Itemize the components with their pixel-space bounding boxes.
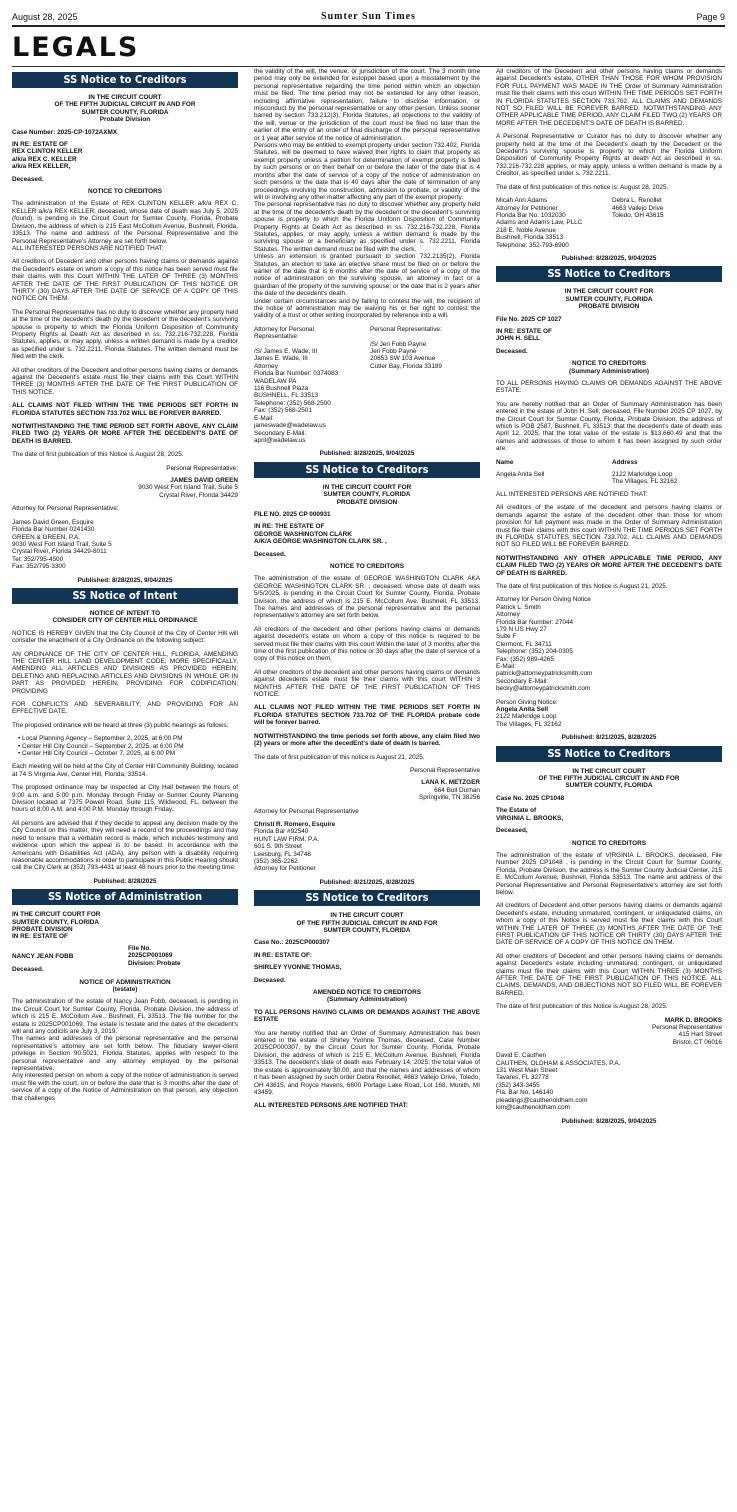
case-number: Case No.: 2025CP000307 [254, 939, 330, 947]
notice-banner: SS Notice to Creditors [12, 72, 238, 88]
court-heading: IN THE CIRCUIT COURT FOR SUMTER COUNTY, FLORIDA PROBATE DIVISION IN RE: ESTATE OF [12, 911, 101, 941]
court-heading: IN THE CIRCUIT COURT OF THE FIFTH JUDICIAL CIRCUIT IN AND FOR SUMTER COUNTY, FLORIDA [538, 767, 680, 790]
notice-paragraph: You are hereby notified that an Order of Summary Administration has been entered in the estate of John H. Sell, deceased, File Number 2025 CP 1027, by the Circuit Court for Sumter County, Florida, Probate Division, the address of which is POB 2587, Bushnell, FL 33513; that the decedent's date of death was April 12, 2025; that the total value of the estate is $13,660.49 and that the names and addresses of those to whom it has been assigned by such order are: [496, 400, 722, 453]
notice-banner: SS Notice to Creditors [254, 890, 480, 906]
estate-name: The Estate of VIRGINIA L. BROOKS, [496, 807, 564, 822]
notice-heading: NOTICE TO CREDITORS [572, 839, 646, 847]
issue-date: August 28, 2025 [12, 12, 78, 22]
notice-paragraph: The administration of the estate of VIRGINIA L. BROOKS, deceased, File Number 2025 CP1048 , is pending in the Circuit Court for Sumter County, Florida, Probate Division, the address is the Sumter County Judicial Center, 215 E. McCollum Avenue, Bushnell, Florida 33513. The name and address of the Personal Representative and Personal Representative's attorney are set forth below. [496, 851, 722, 896]
newspaper-name: Sumter Sun Times [321, 11, 416, 22]
notice-paragraph: NOTWITHSTANDING ANY OTHER APPLICABLE TIME PERIOD, ANY CLAIM FILED TWO (2) YEARS OR MORE AFTER THE DECEDENT'S DATE OF DEATH IS BARRED. [496, 554, 722, 577]
notice-paragraph: NOTICE IS HEREBY GIVEN that the City Council of the City of Center Hill will consider the enactment of a City Ordinance on the following subject: [12, 629, 238, 645]
notice-continuation: the validity of the will, the venue, or jurisdiction of the court. The 3 month time period may only be extended for estoppel based upon a misstatement by the personal representative regarding the time period within which an objection must be filed. The time period may not be extended for any other reason, including affirmative representation, failure to disclose information, or misconduct by the personal representative or any other person. Unless sooner barred by section 733.212(3), Florida Statutes, all objections to the validity of the will, venue or the jurisdiction of the court must be filed no later than the earlier of the entry of an order of final discharge of the personal representative or 1 year after service of the notice of administration. Persons who may be entitled to exempt property under section 732.402, Florida Statutes, will be deemed to have waived their rights to claim that property as exempt property unless a petition for determination of exempt property is filed by such persons or on their behalf on or before the later of the date that is 4 months after the date of service of a copy of the notice of administration on such persons or the date that is 40 days after the date of termination of any proceedings involving the construction, admission to probate, or validity of the will or involving any other matter affecting any part of the exempt property. The personal representative has no duty to discover whether any property held at the time of the decedent's death by the decedent or the decedent's surviving spouse is property to which the Florida Uniform Disposition of Community Property Rights at Death Act as described in ss. 732.216-732.228, Florida Statutes, applies, or may apply, unless a written demand is made by the surviving spouse or a beneficiary as specified under s. 732.2211, Florida Statutes. The written demand must be filed with the clerk. Unless an extension is granted pursuant to section 732.2135(2), Florida Statutes, an election to take an elective share must be filed on or before the earlier of the date that is 6 months after the date of service of a copy of the notice of administration on the surviving spouse, an attorney in fact or a guardian of the property of the surviving spouse; or the date that is 2 years after the date of the decedent's death. Under certain circumstances and by failing to contest the will, the recipient of the notice of administration may be waiving his or her right to contest the validity of a trust or other writing incorporated by reference into a will. [254, 68, 480, 320]
notice-paragraph: Each meeting will be held at the City of Center Hill Community Building, located at 74 S Virginia Ave, Center Hill, Florida, 33514. [12, 763, 238, 778]
pr-label: Personal Representative: [166, 464, 238, 472]
notice-paragraph: All creditors of Decedent and other persons having claims or demands against the Decedent's estate on whom a copy of this notice has been served must file their claims with this Court WITHIN THE LATER OF THREE (3) MONTHS AFTER THE DATE OF THE FIRST PUBLICATION OF THIS NOTICE OR THIRTY (30) DAYS AFTER THE DATE OF SERVICE OF A COPY OF THIS NOTICE ON THEM. [12, 258, 238, 303]
notice-paragraph: The date of first publication of this notice is August 21, 2025. [254, 753, 425, 761]
notice-heading: AMENDED NOTICE TO CREDITORS (Summary Administration) [312, 989, 422, 1004]
attorney-label: Attorney for Personal Representative [254, 807, 359, 815]
notice-paragraph: The administration of the Estate of REX CLINTON KELLER a/k/a REX C. KELLER a/k/a REX KELLER, deceased, whose date of death was July 5, 2025 (found), is pending in the Circuit Court for Sumter County, Florida, Probate Division, the address of which is 215 East McCollum Avenue, Bushnell, Florida, 33513. The name and address of the Personal Representative and the Personal Representative's Attorney are set forth below. ALL INTERESTED PERSONS ARE NOTIFIED THAT: [12, 200, 238, 252]
attorney-label: Attorney for Personal Representative: [12, 505, 119, 513]
deceased-label: Deceased. [254, 976, 286, 984]
estate-name: SHIRLEY YVONNE THOMAS, [254, 964, 342, 972]
estate-name: IN RE: ESTATE OF JOHN H. SELL [496, 327, 552, 343]
giver-name: Angela Anita Sell [496, 706, 548, 714]
notice-paragraph: All other creditors of the decedent and other persons having claims or demands against decedents estate must file their claims with this court WITHIN 3 MONTHS AFTER THE DATE OF THE FIRST PUBLICATION OF THIS NOTICE. [254, 668, 480, 699]
deceased-label: Deceased. [12, 175, 44, 183]
notice-paragraph: All other creditors of the Decedent and other persons having claims or demands against the Decedent's estate must file their claims with this Court WITHIN THREE (3) MONTHS AFTER THE DATE OF THE FIRST PUBLICATION OF THIS NOTICE. [12, 366, 238, 396]
pr-address: 9030 West Fort Island Trail, Suite 5 Crystal River, Florida 34429 [138, 484, 238, 499]
notice-paragraph: The date of first publication of this Notice is August 28, 2025. [12, 451, 184, 459]
court-heading: IN THE CIRCUIT COURT OF THE FIFTH JUDICIAL CIRCUIT IN AND FOR SUMTER COUNTY, FLORIDA [296, 912, 438, 934]
giver-address: 2122 Markridge Loop The Villages, FL 32162 [496, 713, 562, 728]
notice-continuation: A Personal Representative or Curator has no duty to discover whether any property held at the time of the Decedent's death by the Decedent or the Decedent's surviving spouse is property to which the Florida Uniform Disposition of Community Property Rights at death Act as described in ss. 732.216-732.228 applies, or may apply, unless a written demand is made by a Creditor, as specified under s. 732.2211. [496, 133, 722, 178]
notice-paragraph: The proposed ordinance may be inspected at City Hall between the hours of 9:00 a.m. and 5:00 p.m. Monday through Friday or Sumter County Planning Division located at 7375 Powell Road, Suite 115, Wildwood, FL, between the hours of 8:00 A.M. and 4:00 P.M. Monday through Friday. [12, 784, 238, 814]
column-2 [254, 68, 480, 1116]
deceased-label: Deceased, [496, 827, 528, 835]
publication-dates: Published: 8/28/2025, 9/04/2025 [561, 254, 657, 262]
notice-banner: SS Notice to Creditors [496, 746, 722, 762]
publication-dates: Published: 8/21/2025, 8/28/2025 [561, 734, 657, 742]
hearing-list [12, 735, 238, 757]
notice-paragraph: The date of first publication of this Notice is August 21, 2025. [496, 582, 668, 590]
notice-paragraph: All persons are advised that if they decide to appeal any decision made by the City Council on this matter, they will need a record of the proceedings and may need to ensure that a verbatim record is made, which includes testimony and evidence upon which the appeal is to be based. In accordance with the Americans with Disabilities Act (ADA), any person with a disability requiring reasonable accommodations in order to participate in this Public Hearing should call the City Clerk at (352) 793-4431 at least 48 hours prior to the meeting time. [12, 819, 238, 872]
notice-paragraph: TO ALL PERSONS HAVING CLAIMS OR DEMANDS AGAINST THE ABOVE ESTATE: [496, 380, 722, 395]
notice-paragraph: The proposed ordinance will be heard at three (3) public hearings as follows: [12, 721, 229, 729]
attorney-block: Attorney for Person Giving Notice Patrick L. Smith Attorney Florida Bar Number: 27044 179 N US Hwy 27 Suite F Clermont, FL 34711 Telephone: (352) 204-0305 Fax: (352) 989-4265 E-Mail: patrick@attorneypatricksmith.com Secondary E-Mail: becky@attorneypatricksmith.com [496, 596, 593, 693]
notice-banner: SS Notice of Administration [12, 889, 238, 905]
notice-paragraph: TO ALL PERSONS HAVING CLAIMS OR DEMANDS AGAINST THE ABOVE ESTATE [254, 1008, 480, 1024]
case-number: Case Number: 2025-CP-1072AXMX [12, 128, 118, 136]
file-number: FILE NO. 2025 CP 000931 [254, 510, 331, 518]
column-1 [12, 68, 238, 1108]
notice-paragraph: The administration of the estate of GEORGE WASHINGTON CLARK AKA GEORGE WASHINGTON CLARK SR. , deceased, whose date of death was 5/5/2025, is pending in the Circuit Court for Sumter County, Florida, Probate Division, the address of which is 215 E. McCollum Ave, Bushnell, FL 33513. The names and addresses of the personal representative and the personal representative's attorney are set forth below. [254, 575, 480, 620]
pr-name: JAMES DAVID GREEN [170, 477, 238, 485]
publication-dates: Published: 8/28/2025 [93, 877, 157, 885]
attorney-name: Christi R. Romero, Esquire [254, 820, 336, 828]
court-heading: IN THE CIRCUIT COURT OF THE FIFTH JUDICIAL CIRCUIT IN AND FOR SUMTER COUNTY, FLORIDA Probate Division [54, 94, 196, 124]
notice-paragraph: The date of first publication of this Notice is August 28, 2025. [496, 1003, 668, 1011]
notice-paragraph: The administration of the estate of Nancy Jean Fobb, deceased, is pending in the Circuit Court for Sumter County, Florida, Probate Division, the address of which is 215 E. McCollum Ave., Bushnell, FL 33513. The file number for the estate is 2025CP001069. The estate is testate and the dates of the decedent's will and any codicils are July 3, 2019. The names and addresses of the personal representative and the personal representative's attorney are set forth below. The fiduciary lawyer-client privilege in Section 90.5021, Florida Statutes, applies with respect to the personal representative and any attorney employed by the personal representative. Any interested person on whom a copy of the notice of administration is served must file with the court, on or before the date that is 3 months after the date of service of a copy of the Notice of Administration on that person, any objection that challenges [12, 998, 238, 1102]
pr-name: MARK D. BROOKS [664, 1016, 722, 1024]
attorney-block: David E. Cauthen CAUTHEN, OLDHAM & ASSOCIATES, P.A. 131 West Main Street Tavares, FL 32778 (352) 343-3455 Fla. Bar No. 146140 pleadings@cauthenoldham.com kim@cauthenoldham.com [496, 1052, 621, 1112]
notice-continuation: The date of first publication of this notice is: August 28, 2025. [496, 183, 669, 191]
table-header-address: Address [612, 458, 638, 466]
notice-banner: SS Notice of Intent [12, 588, 238, 604]
notice-paragraph: All creditors of the estate of the decedent and persons having claims or demands against the estate of the decedent other than those for whom provision for full payment was made in the Order of Summary Administration must file their claims with this court WITHIN THE TIME PERIODS SET FORTH IN FLORIDA STATUTES SECTION 733.702. ALL CLAIMS AND DEMANDS NOT SO FILED WILL BE FOREVER BARRED. [496, 504, 722, 549]
pr-address: 664 Bull Durhan Springville, TN 38256 [419, 786, 480, 802]
table-row [496, 471, 722, 486]
notice-paragraph: NOTWITHSTANDING the time periods set forth above, any claim filed two (2) years or more after the decedEnt's date of death is barred. [254, 732, 480, 748]
notice-banner: SS Notice to Creditors [254, 462, 480, 478]
pr-address: Personal Representative 415 Hart Street Bristol, CT 06016 [652, 1024, 722, 1046]
section-title: LEGALS [12, 32, 140, 63]
notice-paragraph: ALL CLAIMS NOT FILED WITHIN THE TIME PERIODS SET FORTH IN FLORIDA STATUTES SECTION 733.702 WILL BE FOREVER BARRED. [12, 402, 238, 417]
table-cell-address: 2122 Markridge Loop The Villages, FL 32162 [612, 471, 678, 486]
case-number: Case No. 2025 CP1048 [496, 794, 565, 802]
notice-paragraph: All creditors of Decedent and other persons having claims or demands against Decedent's estate, including unmatured, contingent, or unliquidated claims, on whom a copy of this Notice is served must file their claims with this Court WITHIN THE LATER OF THREE (3) MONTHS AFTER THE DATE OF THE FIRST PUBLICATION OF THIS NOTICE OR THIRTY (30) DAYS AFTER THE DATE OF SERVICE OF A COPY OF THIS NOTICE ON THEM. [496, 902, 722, 947]
hearing-item: • Center Hill City Council – October 7, 2025, at 6:00 PM [18, 750, 238, 757]
beneficiary-table [496, 459, 722, 466]
notice-paragraph: ALL CLAIMS NOT FILED WITHIN THE TIME PERIODS SET FORTH IN FLORIDA STATUTES SECTION 733.702 OF THE FLORIDA probate code will be forever barred. [254, 704, 480, 727]
deceased-label: Deceased. [254, 550, 286, 558]
notice-heading: NOTICE OF ADMINISTRATION (testate) [79, 978, 171, 993]
notice-banner: SS Notice to Creditors [496, 266, 722, 282]
court-heading: IN THE CIRCUIT COURT FOR SUMTER COUNTY, FLORIDA PROBATE DIVISION [322, 483, 412, 506]
notice-heading: NOTICE TO CREDITORS [88, 188, 162, 196]
division-label: Division: Probate [128, 960, 181, 968]
notice-heading: NOTICE TO CREDITORS [330, 562, 404, 570]
giver-label: Person Giving Notice: [496, 698, 558, 706]
notice-paragraph: ALL INTERESTED PERSONS ARE NOTIFIED THAT: [496, 490, 648, 498]
section-rule [12, 66, 725, 67]
estate-name: IN RE: ESTATE OF REX CLINTON KELLER a/k/a REX C. KELLER a/k/a REX KELLER, [12, 141, 83, 171]
publication-dates: Published: 8/21/2025, 8/28/2025 [319, 878, 415, 886]
estate-name: IN RE: THE ESTATE OF GEORGE WASHINGTON CLARK A/K/A GEORGE WASHINGTON CLARK SR. , [254, 523, 387, 546]
file-number: File No. 2025CP001069 [128, 944, 173, 960]
notice-paragraph: FOR CONFLICTS AND SEVERABILITY; AND PROVIDING FOR AN EFFECTIVE DATE. [12, 701, 238, 716]
attorney-signature: Attorney for Personal Representative: /S/ James E. Wade, III James E. Wade, III Attorney Florida Bar Number: 0374083 WADELAW PA 116 Bushnell Plaza BUSHNELL, FL 33513 Telephone: (352) 568-2500 Fax: (352) 568-2501 E-Mail: jameswade@wadelaw.us Secondary E-Mail: april@wadelaw.us [254, 325, 339, 444]
notice-continuation: All creditors of the Decedent and other persons having claims or demands against Decedent's estate, OTHER THAN THOSE FOR WHOM PROVISION FOR FULL PAYMENT WAS MADE IN THE Order of Summary Administration must file their claims with this court WITHIN THE TIME PERIODS SET FORTH IN FLORIDA STATUTES SECTION 733.702. ALL CLAIMS AND DEMANDS NOT SO FILED WILL BE FOREVER BARRED. NOTWITHSTANDING ANY OTHER APPLICABLE TIME PERIOD, ANY CLAIM FILED TWO (2) YEARS OR MORE AFTER THE DECEDENT'S DATE OF DEATH IS BARRED. [496, 68, 722, 127]
pr-signature: Debra L. Renollet 4663 Vallejo Drive Toledo, OH 43615 [612, 197, 664, 219]
notice-heading: NOTICE OF INTENT TO CONSIDER CITY OF CENTER HILL ORDINANCE [52, 609, 198, 625]
notice-paragraph: All creditors of the decedent and other persons having claims or demands against decedent's estate on whom a copy of this notice is required to be served must file their claims with this court Within the later of 3 months after the time of the first publication of this notice or 30 days after the date of service of a copy of this notice on them. [254, 625, 480, 663]
hearing-item: • Local Planning Agency – September 2, 2025, at 6:00 PM [18, 735, 238, 742]
notice-paragraph: All other creditors of Decedent and other persons having claims or demands against Decedent's estate including unmatured, contingent, or unliquidated claims must file their claims with this Court WITHIN THREE (3) MONTHS AFTER THE DATE OF THE FIRST PUBLICATION OF THIS NOTICE. ALL CLAIMS, DEMANDS, AND OBJECTIONS NOT SO FILED WILL BE FOREVER BARRED. [496, 952, 722, 997]
publication-dates: Published: 8/28/2025, 9/04/2025 [77, 576, 173, 584]
notice-paragraph: You are hereby notified that an Order of Summary Administration has been entered in the estate of Shirley Yvonne Thomas, deceased, Case Number 2025CP000307, by the Circuit Court for Sumter County, Florida, Probate Division, the address of which is 215 E. McCollum Avenue, Bushnell, Florida 33513. The decedent's date of death was February 14, 2025; the total value of the estate is approximately $0.00, and that the names and addresses of whom it has been assigned by such order Debra Renollet, 4663 Vallejo Drive, Toledo, OH 43615, and Royce Havens, 6600 Portage Lake Road, Lot 168, Munith, MI 43459. [254, 1029, 480, 1096]
notice-paragraph: ALL INTERESTED PERSONS ARE NOTIFIED THAT: [254, 1102, 408, 1110]
deceased-label: Deceased. [496, 347, 528, 355]
table-header-name: Name [496, 458, 514, 466]
hearing-item: • Center Hill City Council – September 2, 2025, at 6:00 PM [18, 743, 238, 750]
column-3 [496, 68, 722, 1129]
pr-signature: Personal Representative: /S/ Jeri Fobb Payne Jeri Fobb Payne 20653 SW 103 Avenue Cutler Bay, Florida 33189 [370, 325, 442, 370]
header-rule [12, 25, 725, 27]
file-number: File No. 2025 CP 1027 [496, 315, 562, 323]
notice-paragraph: NOTWITHSTANDING THE TIME PERIOD SET FORTH ABOVE, ANY CLAIM FILED TWO (2) YEARS OR MORE AFTER THE DECEDENT'S DATE OF DEATH IS BARRED. [12, 423, 238, 445]
attorney-block: Florida Bar #92540 HUNT LAW FIRM, P.A. 601 S. 9th Street Leesburg, FL 34748 (352) 365-2262 Attorney for Petitioner [254, 828, 320, 873]
notice-paragraph: AN ORDINANCE OF THE CITY OF CENTER HILL, FLORIDA, AMENDING THE CENTER HILL LAND DEVELOPMENT CODE; MORE SPECIFICALLY, AMENDING ALL ARTICLES AND DIVISIONS AS PROVIDED HEREIN; DELETING AND REPLACING ARTICLES AND DIVISIONS IN WHOLE OR IN PART AS PROVIDED HEREIN; PROVIDING FOR CODIFICATION; PROVIDING [12, 650, 238, 695]
court-heading: IN THE CIRCUIT COURT FOR SUMTER COUNTY, FLORIDA PROBATE DIVISION [564, 288, 654, 311]
attorney-block: James David Green, Esquire Florida Bar Number 0241430 GREEN & GREEN, P.A. 9030 West Fort Island Trail, Suite 5 Crystal River, Florida 34429-8011 Tel: 352/795-4500 Fax: 352/795-3300 [12, 518, 112, 571]
estate-name: NANCY JEAN FOBB [12, 952, 74, 960]
pr-label: Personal Representative [410, 766, 480, 774]
page-header [12, 6, 725, 32]
publication-dates: Published: 8/28/2025, 9/04/2025 [561, 1117, 657, 1125]
publication-dates: Published: 8/28/2025, 9/04/2025 [319, 450, 415, 458]
notice-heading: NOTICE TO CREDITORS (Summary Administration) [568, 360, 649, 375]
page-number: Page 9 [696, 12, 725, 22]
deceased-label: Deceased. [12, 966, 44, 974]
attorney-signature: Micah Ann Adams Attorney for Petitioner Florida Bar No. 1032030 Adams and Adams Law, PLLC 218 E. Noble Avenue Bushnell, Florida 33513 Telephone: 352-793-6900 [496, 197, 583, 249]
table-cell-name: Angela Anita Sell [496, 471, 545, 479]
notice-paragraph: The Personal Representative has no duty to discover whether any property held at the time of the decedent's death by the decedent or the decedent's surviving spouse is property to which the Florida Uniform Disposition of Community Property Rights at Death Act as described in ss. 732.216-732.228, Florida Statutes, applies, or may apply, unless a written demand is made by a creditor as specified under s. 732.2211, Florida Statutes. The written demand must be filed with the clerk. [12, 308, 238, 361]
pr-name: LANA K. METZGER [421, 779, 480, 787]
estate-label: IN RE: ESTATE OF: [254, 951, 312, 959]
